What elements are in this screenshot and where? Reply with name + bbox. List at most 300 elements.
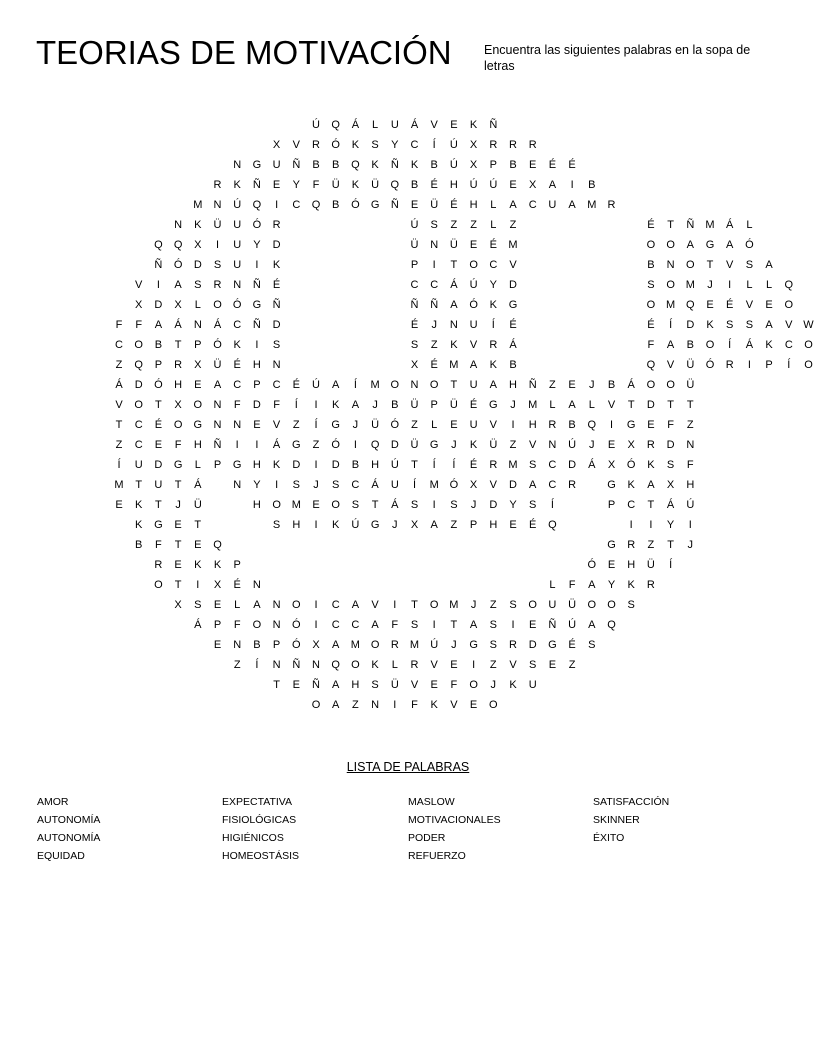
grid-letter: S [489,639,497,651]
grid-letter: N [666,259,675,271]
grid-letter: A [666,339,675,351]
grid-letter: O [705,339,715,351]
grid-letter: E [174,519,182,531]
grid-letter: Ü [449,399,458,411]
grid-letter: P [213,459,222,471]
grid-letter: L [490,199,497,211]
grid-letter: E [194,539,202,551]
grid-letter: R [213,279,222,291]
grid-letter: I [235,439,239,451]
grid-letter: D [390,439,399,451]
grid-letter: É [450,199,458,211]
grid-letter: B [332,199,340,211]
grid-letter: F [155,539,162,551]
grid-letter: C [331,619,340,631]
grid-letter: A [430,519,438,531]
word-list-item: MASLOW [408,796,455,808]
grid-letter: U [233,239,242,251]
grid-letter: K [194,219,202,231]
grid-letter: É [469,399,478,411]
grid-letter: Ü [646,559,655,571]
grid-letter: A [371,619,379,631]
grid-letter: B [135,539,143,551]
grid-letter: J [313,479,319,491]
grid-letter: Ü [371,419,380,431]
grid-letter: U [528,679,537,691]
grid-letter: B [509,359,517,371]
grid-letter: C [134,419,143,431]
word-list-item: MOTIVACIONALES [408,814,501,826]
grid-letter: B [568,419,576,431]
grid-letter: K [213,559,222,571]
grid-letter: S [272,339,281,351]
grid-letter: Ü [410,439,419,451]
grid-letter: Ü [331,179,340,191]
grid-letter: E [154,439,163,451]
grid-letter: Á [726,219,734,231]
grid-letter: D [331,459,340,471]
grid-letter: N [272,599,281,611]
grid-letter: M [449,359,459,371]
grid-letter: J [451,639,457,651]
grid-letter: M [508,239,518,251]
grid-letter: S [489,619,497,631]
word-list-item: REFUERZO [408,850,466,862]
word-list-column [593,796,773,850]
grid-letter: B [588,179,596,191]
grid-letter: D [154,459,163,471]
grid-letter: H [686,479,695,491]
grid-letter: Q [331,659,340,671]
grid-letter: I [314,459,318,471]
grid-letter: R [646,439,655,451]
grid-letter: Á [410,119,419,131]
grid-letter: D [134,379,143,391]
grid-letter: I [255,259,259,271]
grid-letter: L [234,599,241,611]
grid-letter: É [292,379,300,391]
grid-letter: F [647,339,655,351]
word-list-column [222,796,402,868]
grid-letter: E [706,299,714,311]
grid-letter: X [174,299,182,311]
grid-letter: K [627,479,635,491]
grid-letter: S [292,479,300,491]
grid-letter: I [156,279,160,291]
grid-letter: G [429,439,439,451]
grid-letter: F [115,319,123,331]
grid-letter: U [390,119,399,131]
grid-letter: M [350,639,360,651]
grid-letter: I [255,339,259,351]
grid-letter: Z [568,659,576,671]
grid-letter: Í [728,339,732,351]
grid-letter: O [666,279,675,291]
grid-letter: Ó [154,379,163,391]
grid-letter: O [134,399,143,411]
grid-letter: U [548,199,557,211]
grid-letter: F [135,319,143,331]
grid-letter: A [450,299,458,311]
grid-letter: Q [784,279,794,291]
grid-letter: N [233,279,242,291]
grid-letter: H [252,499,261,511]
grid-letter: G [370,199,380,211]
grid-letter: Í [669,319,673,331]
grid-letter: Ñ [252,179,261,191]
grid-letter: E [607,439,616,451]
grid-letter: Ü [390,679,399,691]
grid-letter: D [252,399,261,411]
grid-letter: K [233,339,241,351]
grid-letter: S [529,659,537,671]
grid-letter: R [509,139,517,151]
grid-letter: Z [549,379,556,391]
grid-letter: G [193,419,203,431]
grid-letter: G [607,479,616,491]
grid-letter: J [372,399,378,411]
grid-letter: K [135,499,143,511]
grid-letter: A [332,699,340,711]
grid-letter: S [194,279,202,291]
grid-letter: O [429,379,439,391]
grid-letter: E [194,379,202,391]
grid-letter: I [609,419,614,431]
grid-letter: Ú [568,619,577,631]
grid-letter: G [252,159,262,171]
grid-letter: X [174,599,182,611]
grid-letter: E [548,659,557,671]
grid-letter: B [351,459,360,471]
grid-letter: T [174,479,182,491]
grid-letter: O [252,619,262,631]
grid-letter: N [272,359,281,371]
grid-letter: Z [509,439,517,451]
grid-letter: R [154,559,163,571]
grid-letter: E [272,179,281,191]
grid-letter: P [272,639,281,651]
grid-letter: I [432,619,436,631]
grid-letter: I [432,259,436,271]
grid-letter: V [272,419,281,431]
grid-letter: C [528,199,537,211]
grid-letter: H [193,439,202,451]
grid-letter: X [469,479,478,491]
grid-letter: K [489,359,497,371]
grid-letter: Z [233,659,241,671]
grid-letter: Ñ [154,259,163,271]
grid-letter: Ú [312,379,320,391]
grid-letter: Ñ [548,619,557,631]
grid-letter: Q [311,199,321,211]
grid-letter: I [393,699,397,711]
grid-letter: É [233,579,241,591]
grid-letter: Ñ [312,679,320,691]
grid-letter: Ú [449,159,458,171]
grid-letter: N [430,239,439,251]
grid-letter: A [765,319,773,331]
grid-letter: K [272,459,281,471]
grid-letter: G [154,519,163,531]
grid-letter: Z [686,419,694,431]
grid-letter: Q [173,239,183,251]
grid-letter: K [410,159,419,171]
grid-letter: R [607,199,616,211]
grid-letter: S [529,499,537,511]
grid-letter: S [529,459,537,471]
grid-letter: A [351,399,360,411]
grid-letter: É [272,279,281,291]
grid-letter: Y [666,519,675,531]
grid-letter: G [469,639,478,651]
grid-letter: N [213,399,222,411]
word-list-column [37,796,217,868]
grid-letter: J [470,499,477,511]
grid-letter: Ñ [213,439,222,451]
grid-letter: K [647,459,655,471]
grid-letter: D [292,459,301,471]
grid-letter: S [332,479,340,491]
grid-letter: Ú [489,179,498,191]
grid-letter: N [312,659,320,671]
grid-letter: S [509,599,517,611]
grid-letter: Á [627,379,635,391]
grid-letter: G [607,539,616,551]
word-list-item: EQUIDAD [37,850,85,862]
grid-letter: Ó [449,479,459,491]
grid-letter: A [469,359,478,371]
grid-letter: U [469,319,478,331]
grid-letter: Á [115,379,123,391]
grid-letter: E [312,499,320,511]
grid-letter: O [804,339,813,351]
grid-letter: Ó [252,219,262,231]
grid-letter: B [410,179,419,191]
grid-letter: Ó [292,639,301,651]
grid-letter: O [429,599,439,611]
grid-letter: X [272,139,281,151]
grid-letter: T [450,379,458,391]
grid-letter: C [115,339,123,351]
grid-letter: Ó [331,439,340,451]
grid-letter: R [725,359,734,371]
grid-letter: É [430,179,438,191]
grid-letter: B [607,379,616,391]
grid-letter: D [154,299,163,311]
grid-letter: K [469,119,478,131]
grid-letter: Í [412,479,417,491]
grid-letter: I [314,399,318,411]
grid-letter: S [450,499,458,511]
grid-letter: O [646,239,656,251]
grid-letter: R [509,639,517,651]
grid-letter: Ñ [292,159,301,171]
grid-letter: O [173,419,183,431]
grid-letter: Z [489,599,497,611]
grid-letter: O [646,379,656,391]
grid-letter: F [568,579,576,591]
grid-letter: S [647,279,655,291]
grid-letter: X [469,139,478,151]
grid-letter: H [528,419,537,431]
grid-letter: Ü [213,219,222,231]
grid-letter: B [686,339,694,351]
grid-letter: A [686,239,694,251]
grid-letter: K [450,339,458,351]
grid-letter: A [588,619,596,631]
grid-letter: T [155,499,162,511]
grid-letter: Ó [351,199,360,211]
grid-letter: H [351,679,360,691]
grid-letter: F [450,679,458,691]
grid-letter: Í [452,459,456,471]
grid-letter: Q [154,239,163,251]
grid-letter: S [726,319,734,331]
grid-letter: Ü [686,359,695,371]
grid-letter: V [430,659,438,671]
grid-letter: V [726,259,734,271]
grid-letter: T [194,519,202,531]
grid-letter: U [233,259,242,271]
grid-letter: K [489,299,497,311]
word-list-item: FISIOLÓGICAS [222,814,297,826]
grid-letter: X [410,359,419,371]
grid-letter: Ú [430,639,439,651]
grid-letter: Ó [705,359,715,371]
grid-letter: L [746,279,753,291]
grid-letter: J [490,679,497,691]
grid-letter: N [213,199,222,211]
grid-letter: M [587,199,597,211]
grid-letter: I [255,439,259,451]
grid-letter: V [509,659,517,671]
grid-letter: P [194,339,202,351]
grid-letter: Ó [173,259,183,271]
grid-letter: U [469,379,478,391]
grid-letter: S [351,499,360,511]
grid-letter: L [391,659,398,671]
grid-letter: E [292,679,300,691]
grid-letter: Ú [686,499,695,511]
grid-letter: X [469,159,478,171]
grid-letter: Ó [587,559,597,571]
grid-letter: O [370,639,380,651]
grid-letter: N [449,319,458,331]
grid-letter: O [331,499,340,511]
grid-letter: J [431,319,437,331]
grid-letter: S [745,259,754,271]
grid-letter: Á [666,499,675,511]
grid-letter: É [469,459,478,471]
grid-letter: M [685,279,695,291]
grid-letter: E [410,199,419,211]
grid-letter: A [568,199,576,211]
grid-letter: Ñ [252,279,261,291]
grid-letter: O [784,299,794,311]
grid-letter: X [174,399,182,411]
grid-letter: P [154,359,163,371]
grid-letter: V [607,399,616,411]
grid-letter: M [508,459,518,471]
grid-letter: Ó [292,619,301,631]
grid-letter: X [627,439,635,451]
grid-letter: S [272,519,281,531]
grid-letter: E [174,559,182,571]
grid-letter: H [509,379,517,391]
grid-letter: Ó [745,239,754,251]
grid-letter: C [548,479,557,491]
grid-letter: O [311,699,321,711]
grid-letter: J [470,599,477,611]
grid-letter: Y [607,579,616,591]
grid-letter: H [449,179,458,191]
grid-letter: F [312,179,320,191]
grid-letter: O [804,359,813,371]
grid-letter: Ñ [390,159,399,171]
grid-letter: P [253,379,261,391]
grid-letter: P [233,559,241,571]
grid-letter: H [371,459,380,471]
grid-letter: Q [390,179,400,191]
grid-letter: Ñ [252,319,261,331]
grid-letter: A [489,379,497,391]
grid-letter: C [410,139,419,151]
grid-letter: N [548,439,557,451]
grid-letter: Ú [469,179,478,191]
grid-letter: Á [450,279,458,291]
grid-letter: K [351,179,360,191]
grid-letter: Ñ [272,299,281,311]
grid-letter: A [529,479,537,491]
grid-letter: N [252,579,261,591]
grid-letter: O [666,239,675,251]
word-list-item: SKINNER [593,814,640,826]
grid-letter: F [273,399,280,411]
grid-letter: G [626,419,636,431]
grid-letter: U [390,479,399,491]
grid-letter: Ú [469,279,478,291]
grid-letter: M [114,479,124,491]
grid-letter: V [666,359,675,371]
grid-letter: Q [646,359,656,371]
grid-letter: Z [450,219,458,231]
grid-letter: M [193,199,203,211]
grid-letter: Y [253,239,261,251]
grid-letter: V [745,299,754,311]
grid-letter: Á [213,319,222,331]
grid-letter: Á [194,619,202,631]
grid-letter: Z [352,699,359,711]
instructions: Encuentra las siguientes palabras en la sopa de letras [484,43,751,73]
word-list-item: HIGIÉNICOS [222,832,284,844]
grid-letter: K [706,319,714,331]
grid-letter: N [272,619,281,631]
grid-letter: X [135,299,143,311]
grid-letter: A [588,579,596,591]
grid-letter: G [173,459,183,471]
grid-letter: S [410,499,419,511]
grid-letter: T [174,339,182,351]
grid-letter: J [510,399,516,411]
grid-letter: I [728,279,732,291]
grid-letter: E [430,679,438,691]
grid-letter: T [706,259,714,271]
grid-letter: Z [450,519,458,531]
word-list-item: SATISFACCIÓN [593,796,670,808]
grid-letter: X [529,179,537,191]
grid-letter: X [666,479,675,491]
grid-letter: A [548,179,557,191]
